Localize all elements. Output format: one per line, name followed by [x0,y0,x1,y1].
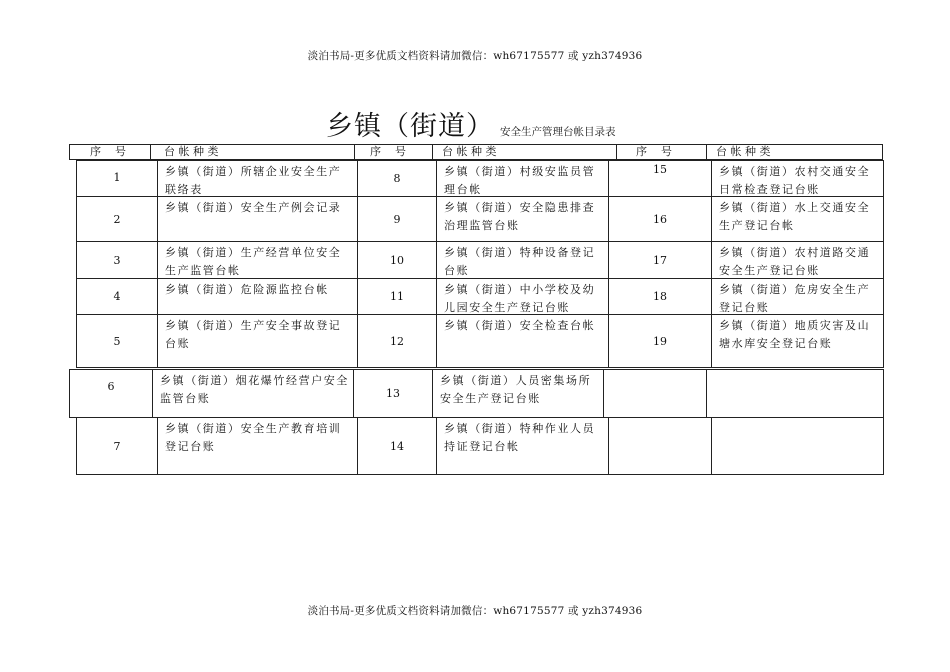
ledger-name-cell [157,314,358,368]
ledger-name-cell [436,241,609,279]
ledger-name: 乡镇（街道）生产安全事故登记台账 [165,319,342,350]
seq-cell [357,196,437,242]
seq-number: 3 [113,253,121,267]
seq-cell [357,278,437,315]
ledger-name-cell [157,196,358,242]
ledger-name-cell [436,196,609,242]
seq-cell [76,314,158,368]
header-seq-2: 序 号 [370,145,406,158]
ledger-name-cell [706,369,884,418]
ledger-name-cell [152,369,354,418]
ledger-name: 乡镇（街道）中小学校及幼儿园安全生产登记台账 [444,283,596,314]
seq-number: 1 [113,171,121,184]
ledger-name-cell [711,314,884,368]
ledger-name: 乡镇（街道）农村道路交通安全生产登记台账 [719,246,871,277]
ledger-name: 乡镇（街道）村级安监员管理台帐 [444,165,596,196]
seq-number: 13 [386,387,400,400]
seq-number: 11 [390,290,404,303]
title-sub: 安全生产管理台帐目录表 [500,126,616,138]
seq-cell [357,314,437,368]
seq-cell [76,160,158,197]
ledger-name-cell [157,241,358,279]
seq-number: 6 [107,380,115,393]
ledger-name-cell [432,369,604,418]
header-type-2: 台 帐 种 类 [442,145,497,158]
header-type-3: 台 帐 种 类 [716,145,771,158]
ledger-name-cell [436,417,609,475]
header-seq-3: 序 号 [636,145,672,158]
ledger-name: 乡镇（街道）人员密集场所安全生产登记台账 [440,374,592,405]
seq-cell [608,278,712,315]
seq-cell [608,160,712,197]
seq-cell [357,417,437,475]
seq-number: 15 [653,163,667,176]
ledger-name-cell [711,417,884,475]
seq-cell [608,241,712,279]
seq-number: 17 [653,253,667,267]
seq-cell [76,417,158,475]
seq-number: 8 [393,172,401,185]
ledger-name-cell [711,196,884,242]
document-title [326,104,616,143]
seq-number: 5 [113,334,121,348]
ledger-name: 乡镇（街道）安全隐患排查治理监管台账 [444,201,596,232]
seq-number: 9 [393,212,401,226]
seq-number: 10 [390,253,404,267]
ledger-name: 乡镇（街道）危险源监控台帐 [165,283,329,296]
ledger-name-cell [711,278,884,315]
seq-cell [76,278,158,315]
ledger-name-cell [436,278,609,315]
seq-cell [76,241,158,279]
seq-cell [357,160,437,197]
ledger-name-cell [603,369,707,418]
ledger-name: 乡镇（街道）安全生产例会记录 [165,201,342,214]
title-main: 乡镇（街道） [326,111,494,142]
seq-cell [69,369,153,418]
ledger-name: 乡镇（街道）特种设备登记台账 [444,246,596,277]
seq-number: 14 [390,439,404,453]
ledger-name-cell [711,241,884,279]
ledger-name: 乡镇（街道）特种作业人员持证登记台帐 [444,422,596,453]
seq-cell [76,196,158,242]
seq-number: 4 [113,290,121,303]
ledger-name-cell [711,160,884,197]
ledger-name: 乡镇（街道）烟花爆竹经营户安全监管台账 [160,374,349,405]
seq-number: 12 [390,334,404,348]
ledger-name-cell [157,278,358,315]
top-watermark: 淡泊书局-更多优质文档资料请加微信：wh67175577 或 yzh374936 [307,50,643,62]
ledger-name: 乡镇（街道）安全检查台帐 [444,319,596,332]
ledger-name-cell [157,417,358,475]
ledger-name: 乡镇（街道）危房安全生产登记台账 [719,283,871,314]
ledger-name: 乡镇（街道）生产经营单位安全生产监管台帐 [165,246,342,277]
seq-cell [608,196,712,242]
seq-cell [353,369,433,418]
seq-cell [357,241,437,279]
ledger-name: 乡镇（街道）水上交通安全生产登记台帐 [719,201,871,232]
seq-number: 2 [113,212,121,226]
seq-number: 19 [653,334,667,348]
ledger-name: 乡镇（街道）所辖企业安全生产联络表 [165,165,342,196]
bottom-watermark: 淡泊书局-更多优质文档资料请加微信：wh67175577 或 yzh374936 [307,605,643,617]
header-type-1: 台 帐 种 类 [164,145,219,158]
header-seq-1: 序 号 [90,145,126,158]
ledger-name: 乡镇（街道）地质灾害及山塘水库安全登记台账 [719,319,871,350]
seq-number: 18 [653,290,667,303]
ledger-name-cell [608,417,712,475]
seq-number: 7 [113,439,121,453]
seq-cell [608,314,712,368]
ledger-name: 乡镇（街道）安全生产教育培训登记台账 [165,422,342,453]
ledger-name-cell [436,160,609,197]
ledger-name-cell [436,314,609,368]
ledger-name: 乡镇（街道）农村交通安全日常检查登记台账 [719,165,871,196]
table-header-row [69,144,883,160]
ledger-name-cell [157,160,358,197]
seq-number: 16 [653,212,667,226]
